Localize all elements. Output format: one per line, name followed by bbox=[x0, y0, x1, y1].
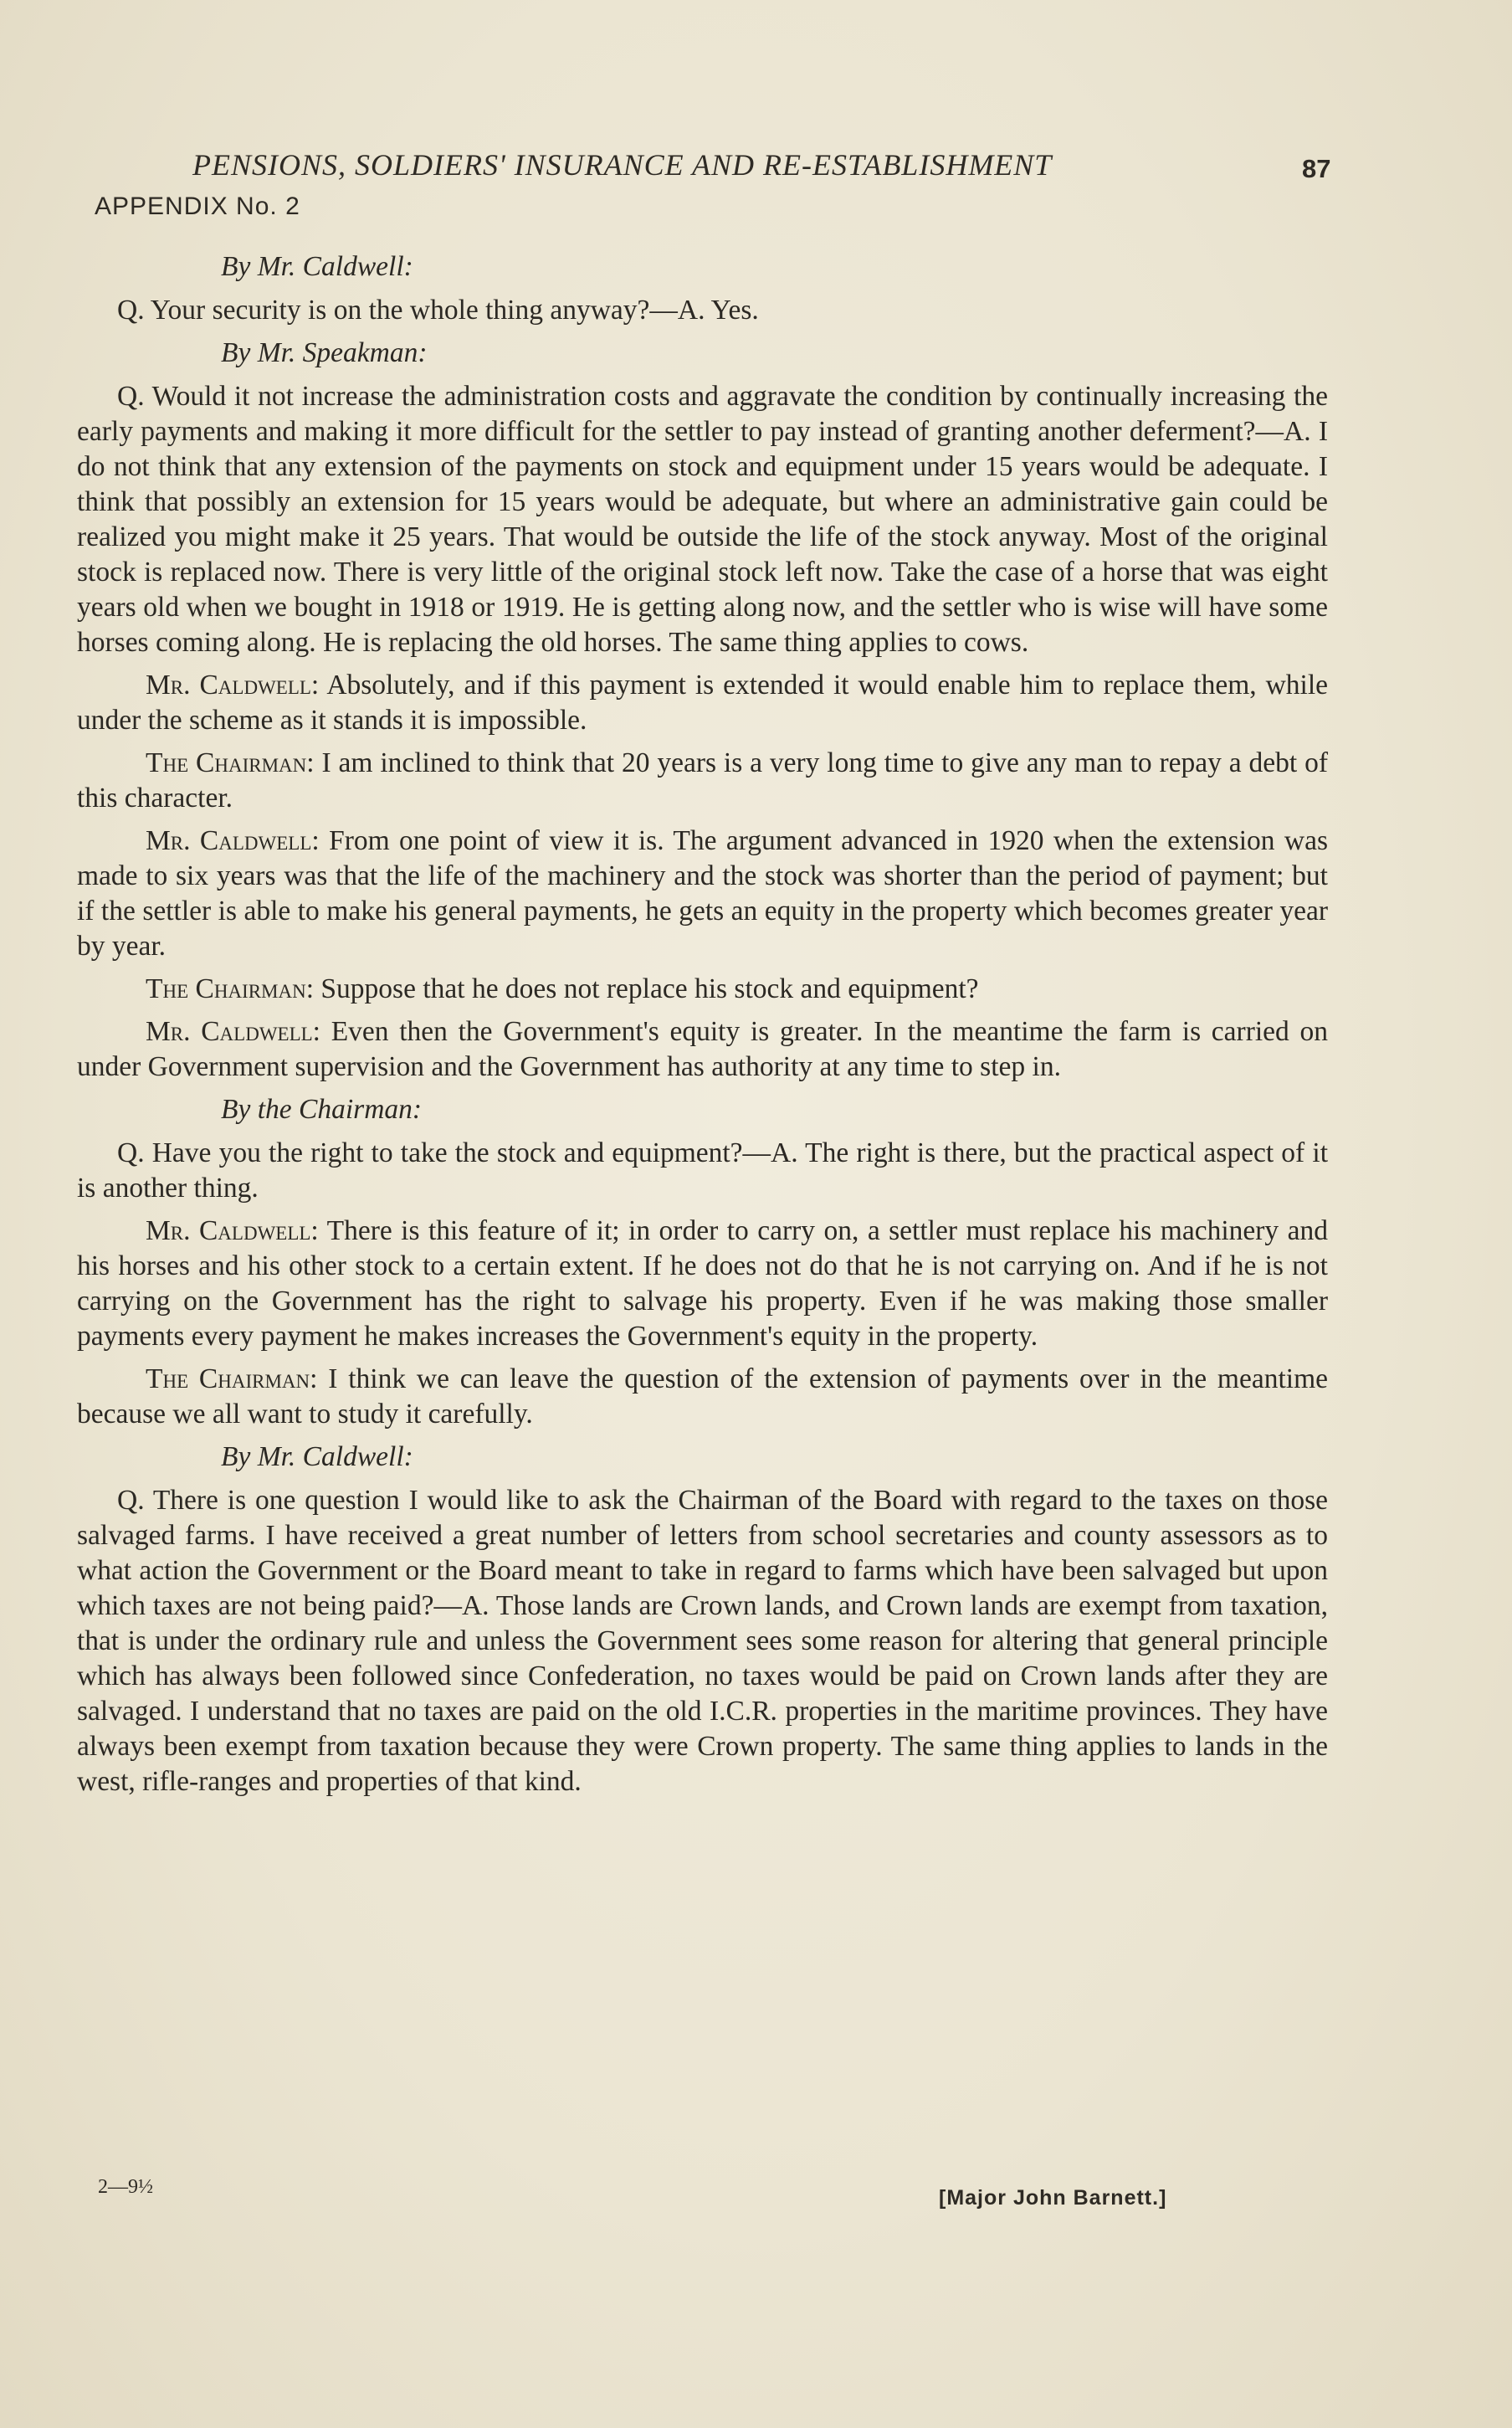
speaker-name: The Chairman: bbox=[146, 1363, 318, 1394]
examiner-heading: By Mr. Caldwell: bbox=[221, 1441, 413, 1472]
speaker-text: Even then the Government's equity is greater. In the meantime the farm is carried on under Government supervision and the Government has authority at any time to step in. bbox=[77, 1016, 1328, 1082]
speaker-paragraph bbox=[77, 824, 1328, 964]
speaker-text: Suppose that he does not replace his stock and equipment? bbox=[314, 973, 979, 1004]
speaker-name: The Chairman: bbox=[146, 747, 315, 778]
speaker-text: I am inclined to think that 20 years is a very long time to give any man to repay a debt of this character. bbox=[77, 747, 1328, 814]
running-head: PENSIONS, SOLDIERS' INSURANCE AND RE-ESTABLISHMENT bbox=[192, 148, 1053, 182]
speaker-name: Mr. Caldwell: bbox=[146, 1215, 319, 1246]
question-paragraph: Q. Your security is on the whole thing anyway?—A. Yes. bbox=[117, 295, 759, 326]
examiner-heading: By the Chairman: bbox=[221, 1094, 423, 1125]
speaker-paragraph bbox=[77, 1214, 1328, 1354]
question-paragraph: Q. Have you the right to take the stock and equipment?—A. The right is there, but the practical aspect of it is another thing. bbox=[77, 1137, 1328, 1204]
examiner-heading: By Mr. Speakman: bbox=[221, 337, 428, 368]
appendix-label: APPENDIX No. 2 bbox=[95, 192, 300, 220]
speaker-text: There is this feature of it; in order to carry on, a settler must replace his machinery and his horses and his other stock to a certain extent. If he does not do that he is not carrying on. And if he is not carrying on the Government has the right to salvage his property. Even if he was making those smaller payments every payment he makes increases the Government's equity in the property. bbox=[77, 1215, 1328, 1352]
speaker-name: The Chairman: bbox=[146, 973, 315, 1004]
question-paragraph: Q. There is one question I would like to ask the Chairman of the Board with regard to the taxes on those salvaged farms. I have received a great number of letters from school secretaries and county assessors as to what action the Government or the Board meant to take in regard to farms which have been salvaged but upon which taxes are not being paid?—A. Those lands are Crown lands, and Crown lands are exempt from taxation, that is under the ordinary rule and unless the Government sees some reason for altering that general principle which has always been followed since Confederation, no taxes would be paid on Crown lands after they are salvaged. I understand that no taxes are paid on the old I.C.R. properties in the maritime provinces. They have always been exempt from taxation because they were Crown property. The same thing applies to lands in the west, rifle-ranges and properties of that kind. bbox=[77, 1485, 1328, 1797]
question-paragraph: Q. Would it not increase the administration costs and aggravate the condition by continually increasing the early payments and making it more difficult for the settler to pay instead of granting another deferment?—A. I do not think that any extension of the payments on stock and equipment under 15 years would be adequate. I think that possibly an extension for 15 years would be adequate, but where an administrative gain could be realized you might make it 25 years. That would be outside the life of the stock anyway. Most of the original stock is replaced now. There is very little of the original stock left now. Take the case of a horse that was eight years old when we bought in 1918 or 1919. He is getting along now, and the settler who is wise will have some horses coming along. He is replacing the old horses. The same thing applies to cows. bbox=[77, 381, 1328, 658]
witness-attribution: [Major John Barnett.] bbox=[939, 2186, 1167, 2210]
speaker-paragraph bbox=[77, 668, 1328, 738]
speaker-paragraph bbox=[77, 1014, 1328, 1085]
speaker-text: I think we can leave the question of the extension of payments over in the meantime because we all want to study it carefully. bbox=[77, 1363, 1328, 1430]
speaker-name: Mr. Caldwell: bbox=[146, 670, 320, 701]
examiner-heading: By Mr. Caldwell: bbox=[221, 251, 413, 282]
speaker-name: Mr. Caldwell: bbox=[146, 825, 320, 856]
speaker-text: Absolutely, and if this payment is extended it would enable him to replace them, while under the scheme as it stands it is impossible. bbox=[77, 670, 1329, 736]
signature-mark: 2—9½ bbox=[98, 2176, 153, 2198]
speaker-name: Mr. Caldwell: bbox=[146, 1016, 320, 1047]
body-text bbox=[77, 244, 1328, 1807]
page-number: 87 bbox=[1302, 154, 1331, 183]
speaker-text: From one point of view it is. The argument advanced in 1920 when the extension was made to six years was that the life of the machinery and the stock was shorter than the period of payment; but if the settler is able to make his general payments, he gets an equity in the property which becomes greater year by year. bbox=[77, 825, 1328, 962]
speaker-paragraph bbox=[77, 746, 1328, 816]
speaker-paragraph bbox=[77, 972, 1328, 1007]
speaker-paragraph bbox=[77, 1362, 1328, 1432]
